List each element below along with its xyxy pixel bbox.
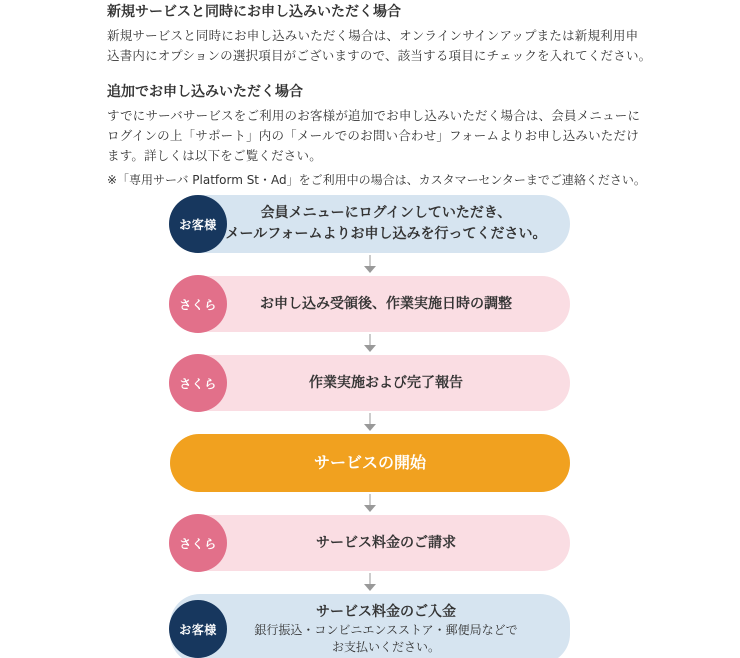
- flow-step-subtext: お支払いください。: [331, 640, 440, 654]
- flow-step-customer-login: [170, 195, 570, 253]
- flow-step-text: サービス料金のご請求: [316, 534, 456, 551]
- flow-step-text: サービスの開始: [313, 453, 426, 472]
- flow-step-work-report: [170, 355, 570, 411]
- section-heading-additional: 追加でお申し込みいただく場合: [107, 84, 303, 100]
- application-flow: [170, 195, 570, 658]
- paragraph-line: ます。詳しくは以下をご覧ください。: [107, 148, 322, 163]
- actor-badge-customer: お客様: [169, 195, 227, 253]
- flow-step-text: メールフォームよりお申し込みを行ってください。: [225, 226, 547, 242]
- paragraph-line: 新規サービスと同時にお申し込みいただく場合は、オンラインサインアップまたは新規利用申: [107, 28, 639, 43]
- flow-step-schedule-adjustment: [170, 276, 570, 332]
- paragraph-line: すでにサーバサービスをご利用のお客様が追加でお申し込みいただく場合は、会員メニューに: [107, 108, 641, 123]
- flow-step-title: サービス料金のご入金: [316, 604, 456, 620]
- actor-badge-sakura: さくら: [169, 354, 227, 412]
- flow-step-text: 作業実施および完了報告: [309, 374, 463, 391]
- paragraph-line: 込書内にオプションの選択項目がございますので、該当する項目にチェックを入れてください。: [107, 48, 652, 63]
- flow-arrow-down-icon: [364, 411, 376, 434]
- flow-arrow-down-icon: [364, 253, 376, 276]
- flow-step-payment: [170, 594, 570, 658]
- flow-step-text: お申し込み受領後、作業実施日時の調整: [260, 295, 512, 312]
- flow-step-service-start: [170, 434, 570, 492]
- section-heading-new-service: 新規サービスと同時にお申し込みいただく場合: [107, 4, 401, 20]
- paragraph-line: ログインの上「サポート」内の「メールでのお問い合わせ」フォームよりお申し込みいただけ: [107, 128, 639, 143]
- note-platform-st-ad: ※「専用サーバ Platform St・Ad」をご利用中の場合は、カスタマーセンターまでご連絡ください。: [107, 173, 646, 187]
- actor-badge-sakura: さくら: [169, 275, 227, 333]
- flow-arrow-down-icon: [364, 571, 376, 594]
- flow-step-text: 会員メニューにログインしていただき、: [260, 205, 512, 221]
- flow-step-subtext: 銀行振込・コンビニエンスストア・郵便局などで: [254, 623, 518, 637]
- actor-badge-sakura: さくら: [169, 514, 227, 572]
- flow-step-billing: [170, 515, 570, 571]
- flow-arrow-down-icon: [364, 332, 376, 355]
- article: [107, 2, 697, 189]
- actor-badge-customer: お客様: [169, 600, 227, 658]
- flow-arrow-down-icon: [364, 492, 376, 515]
- section-body-additional: [107, 106, 697, 166]
- section-body-new-service: [107, 26, 697, 66]
